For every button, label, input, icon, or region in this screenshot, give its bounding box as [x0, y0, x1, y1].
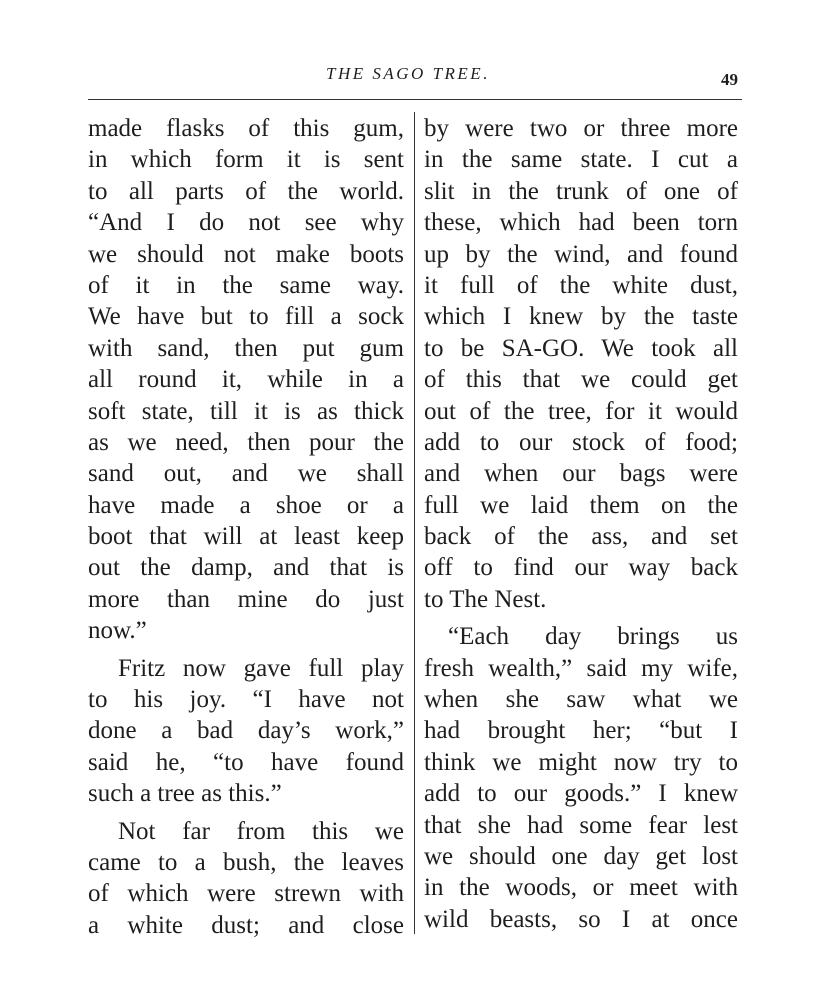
text-line: a white dust; and close: [88, 911, 404, 939]
text-line: we should not make boots: [88, 240, 404, 268]
text-line: full we laid them on the: [424, 491, 738, 519]
text-line: “Each day brings us: [448, 623, 738, 651]
text-line: have made a shoe or a: [88, 491, 404, 519]
text-line: it full of the white dust,: [424, 271, 738, 299]
text-line: up by the wind, and found: [424, 240, 738, 268]
text-line: of this that we could get: [424, 366, 738, 394]
header-rule: [88, 99, 742, 100]
running-header-title: THE SAGO TREE.: [326, 64, 490, 83]
text-line: with sand, then put gum: [88, 334, 404, 362]
text-line: boot that will at least keep: [88, 523, 404, 551]
text-line: to The Nest.: [424, 585, 547, 613]
text-line: done a bad day’s work,”: [88, 717, 404, 745]
text-line: out of the tree, for it would: [424, 397, 738, 425]
text-line: that she had some fear lest: [424, 811, 738, 839]
text-line: slit in the trunk of one of: [424, 177, 738, 205]
text-line: such a tree as this.”: [88, 780, 282, 808]
text-line: all round it, while in a: [88, 366, 404, 394]
text-line: “And I do not see why: [88, 209, 404, 237]
text-line: more than mine do just: [88, 585, 404, 613]
text-line: these, which had been torn: [424, 209, 738, 237]
text-line: in the woods, or meet with: [424, 874, 738, 902]
text-line: sand out, and we shall: [88, 460, 404, 488]
text-line: Not far from this we: [118, 817, 404, 845]
text-line: soft state, till it is as thick: [88, 397, 404, 425]
text-line: to be SA-GO. We took all: [424, 334, 738, 362]
text-line: to his joy. “I have not: [88, 686, 404, 714]
text-line: fresh wealth,” said my wife,: [424, 654, 738, 682]
text-line: we should one day get lost: [424, 842, 738, 870]
text-line: said he, “to have found: [88, 748, 404, 776]
left-column: [88, 113, 404, 941]
text-line: by were two or three more: [424, 115, 738, 142]
text-line: add to our stock of food;: [424, 428, 738, 456]
text-line: of which were strewn with: [88, 880, 404, 908]
text-line: back of the ass, and set: [424, 523, 738, 551]
text-line: which I knew by the taste: [424, 303, 738, 331]
text-line: made flasks of this gum,: [88, 115, 404, 142]
text-line: as we need, then pour the: [88, 428, 404, 456]
text-line: wild beasts, so I at once: [424, 905, 738, 933]
page-number: 49: [721, 70, 738, 89]
text-line: and when our bags were: [424, 460, 738, 488]
text-line: to all parts of the world.: [88, 177, 404, 205]
text-line: in which form it is sent: [88, 146, 404, 174]
text-line: off to find our way back: [424, 554, 738, 582]
text-line: of it in the same way.: [88, 271, 404, 299]
column-divider: [414, 112, 415, 934]
text-line: add to our goods.” I knew: [424, 780, 738, 808]
text-line: out the damp, and that is: [88, 554, 404, 582]
right-column: [424, 113, 738, 935]
text-line: when she saw what we: [424, 686, 738, 714]
text-line: now.”: [88, 617, 147, 645]
text-line: We have but to fill a sock: [88, 303, 404, 331]
text-line: in the same state. I cut a: [424, 146, 738, 174]
text-line: came to a bush, the leaves: [88, 848, 404, 876]
text-line: Fritz now gave full play: [118, 654, 404, 682]
text-line: had brought her; “but I: [424, 717, 738, 745]
text-line: think we might now try to: [424, 748, 738, 776]
